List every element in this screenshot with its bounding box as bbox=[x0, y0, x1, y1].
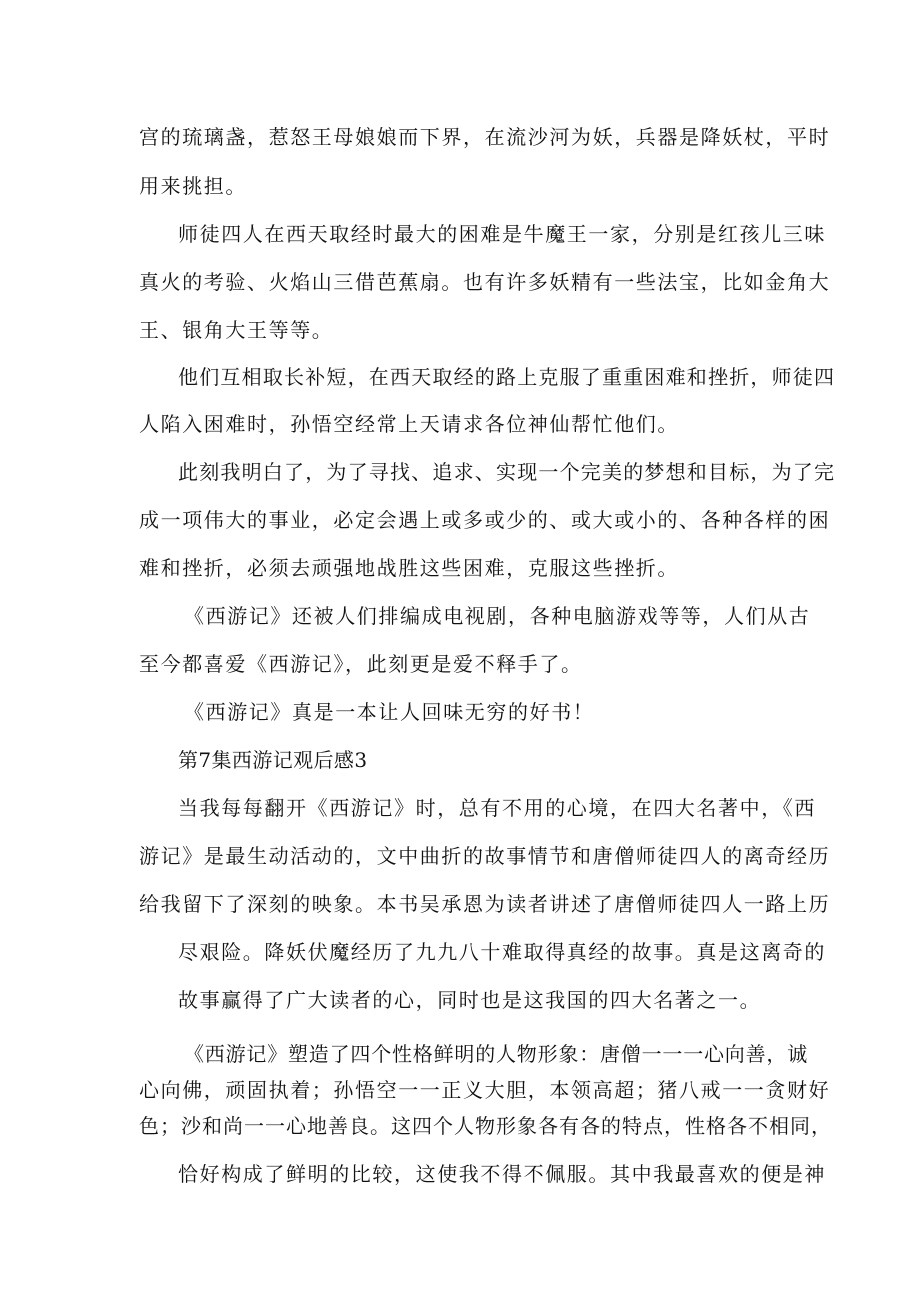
text-line: 成一项伟大的事业，必定会遇上或多或少的、或大或小的、各种各样的困 bbox=[139, 508, 831, 532]
text-line: 真火的考验、火焰山三借芭蕉扇。也有许多妖精有一些法宝，比如金角大 bbox=[139, 270, 831, 294]
text-line: 《西游记》真是一本让人回味无穷的好书！ bbox=[184, 700, 595, 724]
text-line: 《西游记》还被人们排编成电视剧，各种电脑游戏等等，人们从古 bbox=[184, 604, 811, 628]
text-line: 王、银角大王等等。 bbox=[139, 318, 334, 342]
text-line: 色；沙和尚一一心地善良。这四个人物形象各有各的特点，性格各不相同， bbox=[139, 1114, 832, 1138]
section-heading: 第7集西游记观后感3 bbox=[178, 748, 368, 772]
text-line: 师徒四人在西天取经时最大的困难是牛魔王一家，分别是红孩儿三味 bbox=[178, 222, 826, 246]
text-line: 人陷入困难时，孙悟空经常上天请求各位神仙帮忙他们。 bbox=[139, 412, 679, 436]
text-line: 心向佛，顽固执着；孙悟空一一正义大胆，本领高超；猪八戒一一贪财好 bbox=[139, 1078, 831, 1102]
text-line: 他们互相取长补短，在西天取经的路上克服了重重困难和挫折，师徒四 bbox=[178, 365, 836, 389]
text-line: 当我每每翻开《西游记》时，总有不用的心境，在四大名著中，《西 bbox=[178, 796, 816, 820]
text-line: 至今都喜爱《西游记》，此刻更是爱不释手了。 bbox=[139, 652, 583, 676]
text-line: 难和挫折，必须去顽强地战胜这些困难，克服这些挫折。 bbox=[139, 556, 679, 580]
text-line: 用来挑担。 bbox=[139, 174, 247, 198]
text-line: 故事赢得了广大读者的心，同时也是这我国的四大名著之一。 bbox=[178, 988, 762, 1012]
text-line: 此刻我明白了，为了寻找、追求、实现一个完美的梦想和目标，为了完 bbox=[178, 460, 836, 484]
text-line: 恰好构成了鲜明的比较，这使我不得不佩服。其中我最喜欢的便是神 bbox=[178, 1162, 826, 1186]
text-line: 尽艰险。降妖伏魔经历了九九八十难取得真经的故事。真是这离奇的 bbox=[178, 940, 826, 964]
text-line: 游记》是最生动活动的，文中曲折的故事情节和唐僧师徒四人的离奇经历 bbox=[139, 844, 831, 868]
text-line: 《西游记》塑造了四个性格鲜明的人物形象：唐僧一一一心向善，诚 bbox=[184, 1042, 808, 1066]
text-line: 宫的琉璃盏，惹怒王母娘娘而下界，在流沙河为妖，兵器是降妖杖，平时 bbox=[139, 125, 831, 149]
text-line: 给我留下了深刻的映象。本书吴承恩为读者讲述了唐僧师徒四人一路上历 bbox=[139, 892, 831, 916]
